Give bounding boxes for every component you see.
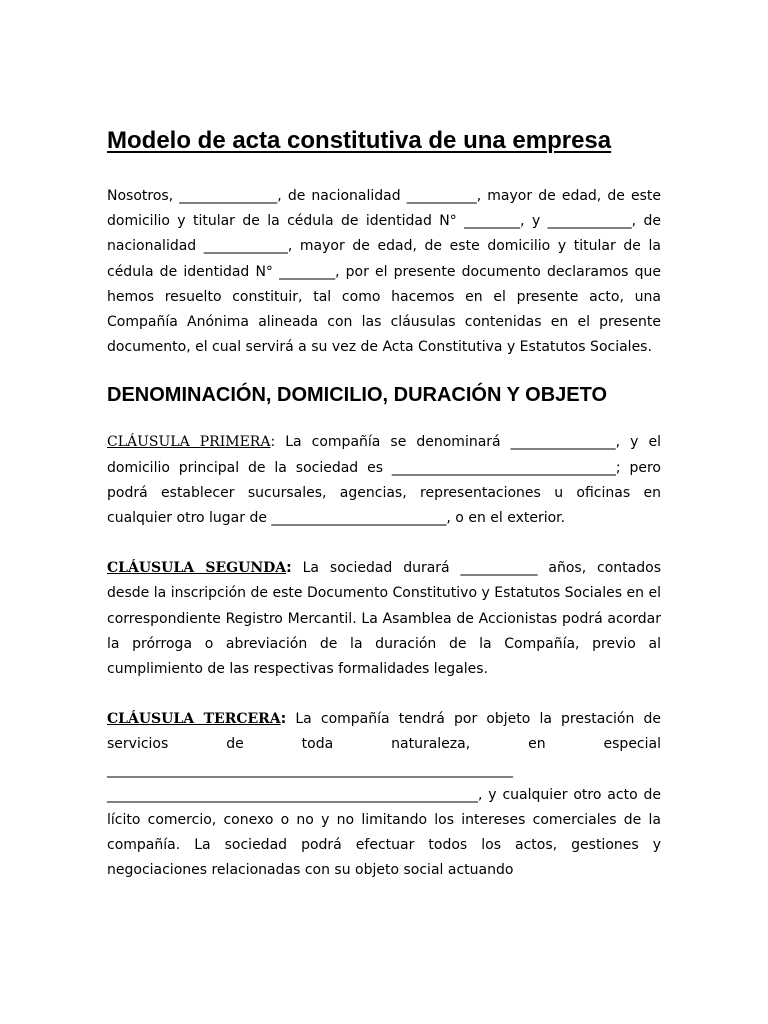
clause-primera-body: La compañía se denominará _______________, y el domicilio principal de la sociedad es ________________________________; pero podrá establecer sucursales, agencias, representaciones u oficinas en cualquier otro lugar de _________________________, o en el exterior. bbox=[107, 434, 661, 527]
clause-segunda-sep: : bbox=[286, 560, 292, 577]
clause-tercera-body-line1: La compañía tendrá por objeto la prestación de servicios de toda naturaleza, en especial bbox=[107, 711, 661, 753]
clause-segunda bbox=[107, 556, 661, 682]
clause-tercera-body-rest: _____________________________________________________, y cualquier otro acto de lícito comercio, conexo o no y no limitando los intereses comerciales de la compañía. La sociedad podrá efectuar todos los actos, gestiones y negociaciones relacionadas con su objeto social actuando bbox=[107, 786, 661, 879]
clause-primera-label: CLÁUSULA PRIMERA bbox=[107, 434, 271, 451]
clause-segunda-body: La sociedad durará ___________ años, contados desde la inscripción de este Documento Constitutivo y Estatutos Sociales en el correspondiente Registro Mercantil. La Asamblea de Accionistas podrá acordar la prórroga o abreviación de la duración de la Compañía, previo al cumplimiento de las respectivas formalidades legales. bbox=[107, 560, 661, 678]
clause-tercera-label: CLÁUSULA TERCERA bbox=[107, 711, 281, 728]
clause-primera bbox=[107, 430, 661, 531]
section-heading: DENOMINACIÓN, DOMICILIO, DURACIÓN Y OBJETO bbox=[107, 384, 608, 407]
intro-paragraph: Nosotros, ______________, de nacionalidad __________, mayor de edad, de este domicilio y titular de la cédula de identidad N° ________, y ____________, de nacionalidad ____________, mayor de edad, de este domicilio y titular de la cédula de identidad N° ________, por el presente documento declaramos que hemos resuelto constituir, tal como hacemos en el presente acto, una Compañía Anónima alineada con las cláusulas contenidas en el presente documento, el cual servirá a su vez de Acta Constitutiva y Estatutos Sociales. bbox=[107, 188, 661, 356]
clause-tercera-sep: : bbox=[280, 711, 287, 728]
clause-tercera bbox=[107, 707, 661, 883]
document-body bbox=[107, 124, 661, 909]
clause-primera-sep: : bbox=[270, 434, 276, 451]
clause-tercera-blank-line: __________________________________________________________ bbox=[107, 761, 513, 778]
clause-segunda-label: CLÁUSULA SEGUNDA bbox=[107, 560, 287, 577]
document-title: Modelo de acta constitutiva de una empresa bbox=[107, 127, 612, 154]
